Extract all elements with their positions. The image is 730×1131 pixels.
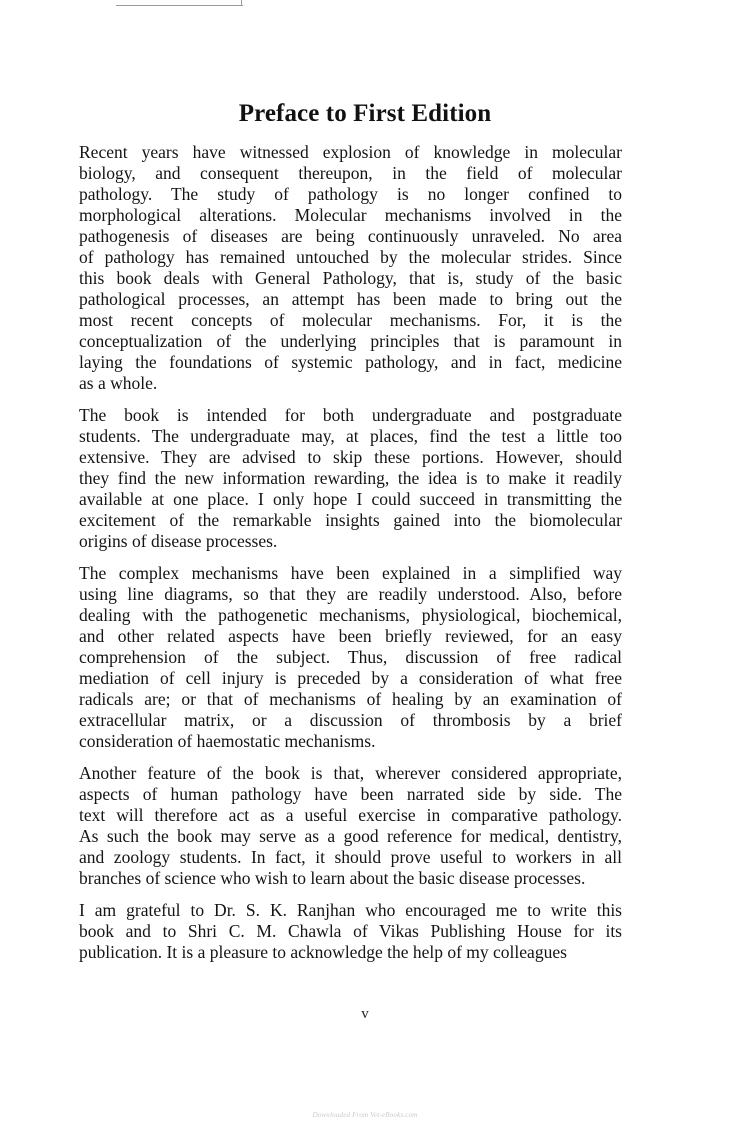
text-line: available at one place. I only hope I could succeed in transmitting the xyxy=(79,489,622,509)
text-line: As such the book may serve as a good reference for medical, dentistry, xyxy=(79,826,622,846)
text-line: morphological alterations. Molecular mechanisms involved in the xyxy=(79,205,622,225)
text-line: radicals are; or that of mechanisms of healing by an examination of xyxy=(79,689,622,709)
text-line: pathology. The study of pathology is no longer confined to xyxy=(79,184,622,204)
page-number: v xyxy=(361,1006,369,1022)
text-line: extensive. They are advised to skip these portions. However, should xyxy=(79,447,622,467)
text-line: as a whole. xyxy=(79,373,158,393)
top-rule xyxy=(116,0,243,6)
text-line: Another feature of the book is that, wherever considered appropriate, xyxy=(79,763,622,783)
text-line: biology, and consequent thereupon, in the field of molecular xyxy=(79,163,622,183)
text-line: Recent years have witnessed explosion of knowledge in molecular xyxy=(79,142,622,162)
text-line: using line diagrams, so that they are readily understood. Also, before xyxy=(79,584,622,604)
text-line: The book is intended for both undergraduate and postgraduate xyxy=(79,405,622,425)
text-line: consideration of haemostatic mechanisms. xyxy=(79,731,376,751)
text-line: students. The undergraduate may, at places, find the test a little too xyxy=(79,426,622,446)
top-rule-tick xyxy=(241,0,242,5)
text-line: pathological processes, an attempt has been made to bring out the xyxy=(79,289,622,309)
text-line: comprehension of the subject. Thus, discussion of free radical xyxy=(79,647,622,667)
text-line: most recent concepts of molecular mechanisms. For, it is the xyxy=(79,310,622,330)
body-text xyxy=(79,142,622,974)
paragraph xyxy=(79,900,622,963)
text-line: dealing with the pathogenetic mechanisms, physiological, biochemical, xyxy=(79,605,622,625)
text-line: laying the foundations of systemic pathology, and in fact, medicine xyxy=(79,352,622,372)
footer-watermark: Downloaded From Vet-eBooks.com xyxy=(312,1111,418,1119)
text-line: and zoology students. In fact, it should prove useful to workers in all xyxy=(79,847,622,867)
paragraph xyxy=(79,405,622,552)
text-line: this book deals with General Pathology, that is, study of the basic xyxy=(79,268,622,288)
text-line: origins of disease processes. xyxy=(79,531,278,551)
text-line: and other related aspects have been briefly reviewed, for an easy xyxy=(79,626,622,646)
text-line: excitement of the remarkable insights gained into the biomolecular xyxy=(79,510,622,530)
paragraph xyxy=(79,563,622,752)
text-line: text will therefore act as a useful exercise in comparative pathology. xyxy=(79,805,622,825)
text-line: book and to Shri C. M. Chawla of Vikas Publishing House for its xyxy=(79,921,622,941)
text-line: extracellular matrix, or a discussion of thrombosis by a brief xyxy=(79,710,622,730)
text-line: I am grateful to Dr. S. K. Ranjhan who encouraged me to write this xyxy=(79,900,622,920)
text-line: conceptualization of the underlying principles that is paramount in xyxy=(79,331,622,351)
text-line: publication. It is a pleasure to acknowledge the help of my colleagues xyxy=(79,942,567,962)
text-line: they find the new information rewarding, the idea is to make it readily xyxy=(79,468,622,488)
paragraph xyxy=(79,763,622,889)
page-title: Preface to First Edition xyxy=(238,100,492,127)
text-line: pathogenesis of diseases are being continuously unraveled. No area xyxy=(79,226,622,246)
paragraph xyxy=(79,142,622,394)
text-line: branches of science who wish to learn about the basic disease processes. xyxy=(79,868,586,888)
text-line: mediation of cell injury is preceded by a consideration of what free xyxy=(79,668,622,688)
text-line: aspects of human pathology have been narrated side by side. The xyxy=(79,784,622,804)
text-line: The complex mechanisms have been explained in a simplified way xyxy=(79,563,622,583)
text-line: of pathology has remained untouched by the molecular strides. Since xyxy=(79,247,622,267)
